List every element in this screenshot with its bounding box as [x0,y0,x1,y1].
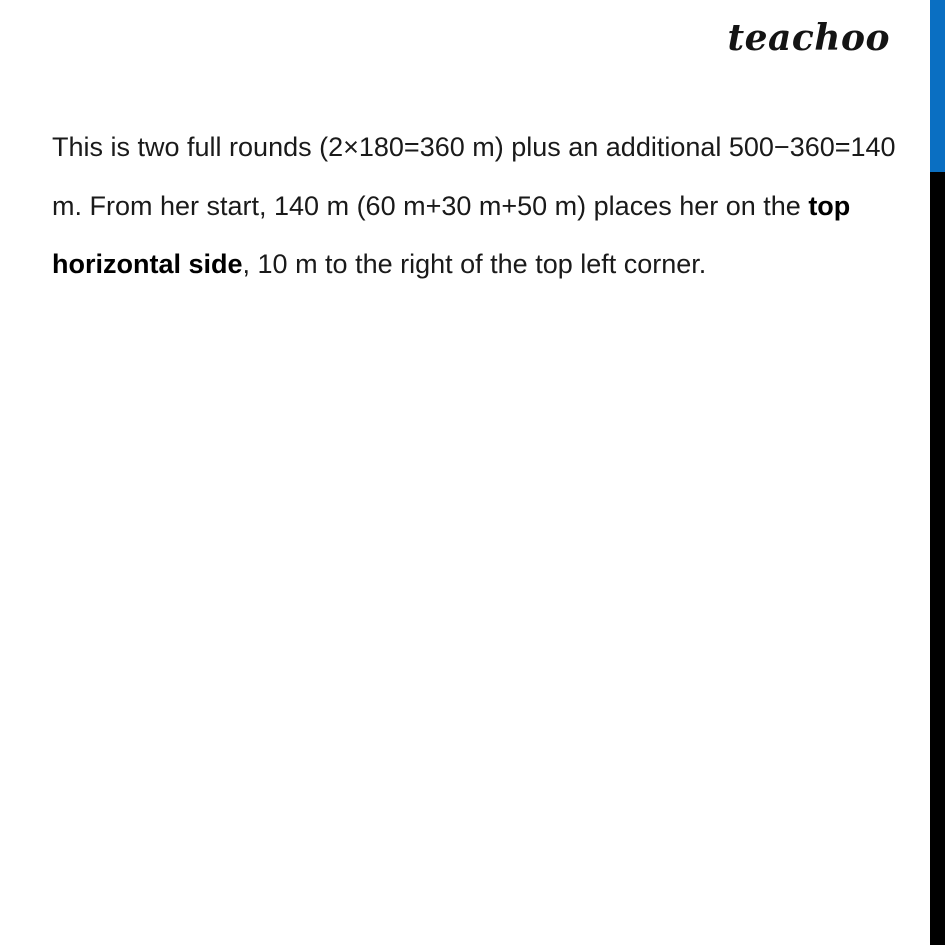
paragraph-bold-phrase: top horizontal side [52,190,851,279]
teachoo-logo: teachoo [727,17,890,59]
explanation-paragraph [52,118,912,294]
right-sidebar-bar [930,0,945,945]
sidebar-accent-segment [930,0,945,172]
paragraph-text-start: This is two full rounds (2×180=360 m) plus an additional 500−360=140 m. From her start, 140 m (60 m+30 m+50 m) places her on the [52,132,896,221]
paragraph-text-end: , 10 m to the right of the top left corner. [242,249,707,279]
